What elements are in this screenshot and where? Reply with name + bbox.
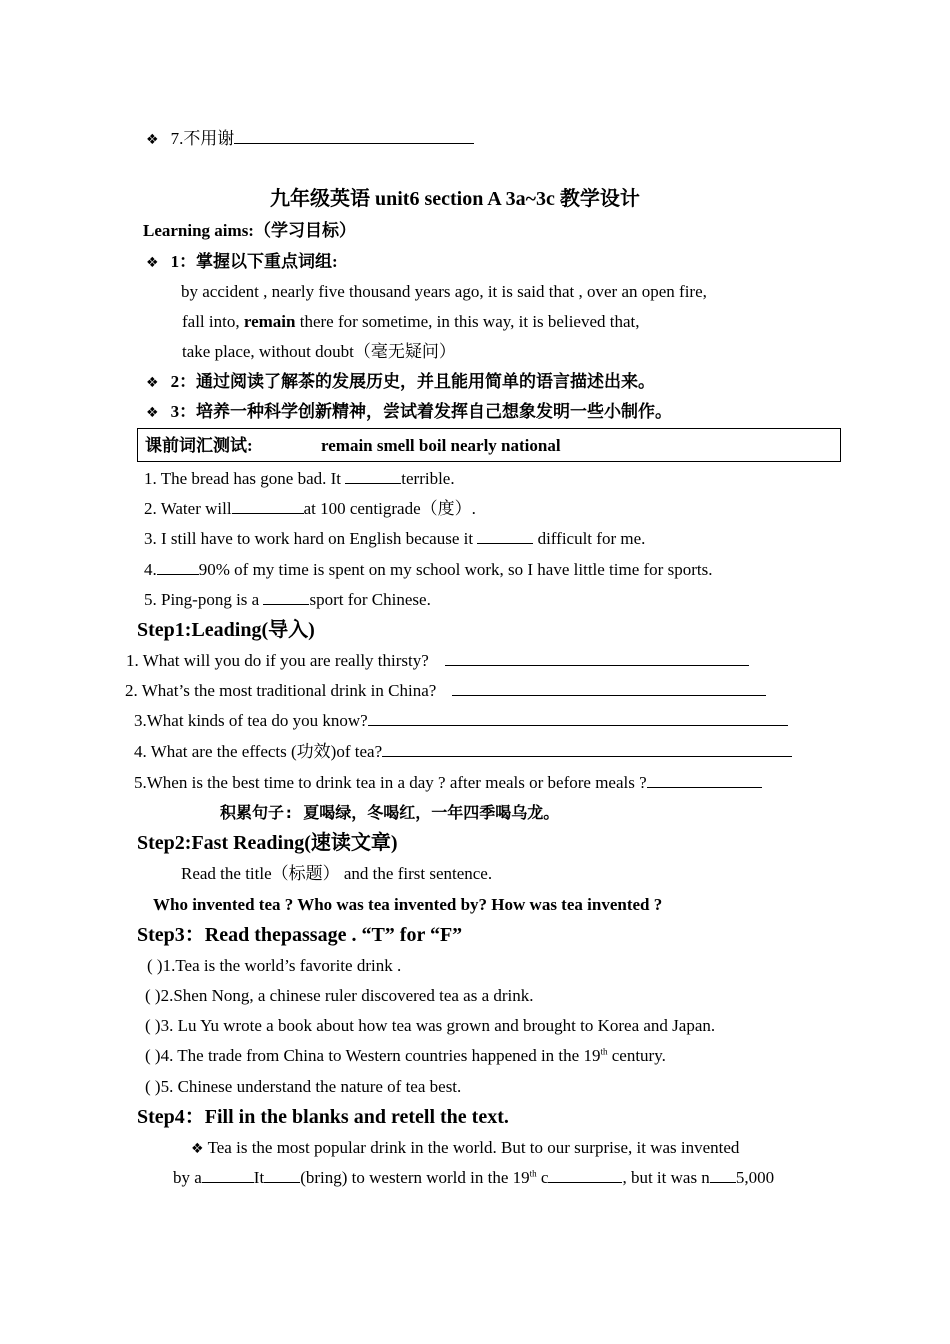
step4-p2-text: It: [253, 1168, 265, 1187]
step4-p2-text: by a: [173, 1168, 202, 1187]
diamond-bullet-icon: ❖: [146, 405, 159, 421]
vocab-q2: [144, 498, 476, 520]
answer-blank[interactable]: [157, 559, 199, 575]
answer-blank[interactable]: [647, 772, 762, 788]
phrases-line-2: [182, 311, 640, 333]
step3-statement-4: [145, 1045, 666, 1067]
superscript: th: [529, 1168, 537, 1179]
step1-q2: [125, 680, 766, 702]
step1-q5-text: 5.When is the best time to drink tea in a day ? after meals or before meals ?: [134, 773, 647, 792]
vocab-q2-text: 2. Water will: [144, 499, 232, 518]
step1-q1: [126, 650, 749, 672]
step2-questions: Who invented tea ? Who was tea invented by? How was tea invented ?: [153, 895, 663, 914]
vocab-q5-text: 5. Ping-pong is a: [144, 590, 264, 609]
step3-statement-1: ( )1.Tea is the world’s favorite drink .: [147, 956, 402, 975]
step4-p2-text: 5,000: [735, 1168, 775, 1187]
answer-blank[interactable]: [548, 1167, 622, 1183]
vocab-words: remain smell boil nearly national: [321, 436, 561, 455]
vocab-q4-text: 4.: [144, 560, 157, 579]
aim-1-text: 1：掌握以下重点词组:: [170, 252, 338, 271]
vocab-q1: [144, 468, 455, 490]
answer-blank[interactable]: [202, 1167, 254, 1183]
step4-paragraph-line-1: [191, 1137, 739, 1160]
superscript: th: [600, 1046, 608, 1057]
vocab-q5-end: sport for Chinese.: [309, 590, 431, 609]
answer-blank[interactable]: [234, 128, 474, 144]
vocab-q1-text: 1. The bread has gone bad. It: [144, 469, 346, 488]
diamond-bullet-icon: ❖: [146, 375, 159, 391]
phrases-line-3: take place, without doubt（毫无疑问）: [182, 342, 456, 361]
step1-q4-text: 4. What are the effects (功效)of tea?: [134, 742, 383, 761]
answer-blank[interactable]: [232, 498, 304, 514]
item-7-text: 7.不用谢: [170, 129, 235, 148]
vocab-q4: [144, 559, 712, 581]
step4-heading: Step4：Fill in the blanks and retell the text.: [137, 1106, 509, 1128]
aim-1: [146, 251, 338, 274]
step4-p1-text: Tea is the most popular drink in the world. But to our surprise, it was invented: [207, 1138, 740, 1157]
aim-3-text: 3：培养一种科学创新精神，尝试着发挥自己想象发明一些小制作。: [170, 402, 673, 421]
vocab-q3-text: 3. I still have to work hard on English because it: [144, 529, 478, 548]
step4-p2-text: c: [536, 1168, 549, 1187]
answer-blank[interactable]: [477, 528, 533, 544]
diamond-bullet-icon: ❖: [146, 255, 159, 271]
step3-statement-2: ( )2.Shen Nong, a chinese ruler discovered tea as a drink.: [145, 986, 534, 1005]
step4-p2-text: , but it was n: [622, 1168, 710, 1187]
step1-q2-text: 2. What’s the most traditional drink in China?: [125, 681, 437, 700]
aim-2-text: 2：通过阅读了解茶的发展历史，并且能用简单的语言描述出来。: [170, 372, 656, 391]
step3-statement-4-end: century.: [607, 1046, 666, 1065]
answer-blank[interactable]: [382, 741, 792, 757]
step1-q1-text: 1. What will you do if you are really thirsty?: [126, 651, 429, 670]
step3-statement-4-text: ( )4. The trade from China to Western countries happened in the 19: [145, 1046, 601, 1065]
vocab-q3: [144, 528, 645, 550]
aims-heading: Learning aims:（学习目标）: [143, 221, 356, 240]
phrases-line-2-post: there for sometime, in this way, it is believed that,: [295, 312, 640, 331]
step3-statement-5: ( )5. Chinese understand the nature of tea best.: [145, 1077, 462, 1096]
phrases-line-2-bold: remain: [243, 312, 296, 331]
vocab-q1-end: terrible.: [401, 469, 455, 488]
step1-q4: [134, 741, 792, 763]
phrases-line-2-pre: fall into,: [182, 312, 244, 331]
step1-q3-text: 3.What kinds of tea do you know?: [134, 711, 368, 730]
vocab-label: 课前词汇测试:: [145, 436, 253, 455]
step4-p2-text: (bring) to western world in the 19: [300, 1168, 530, 1187]
answer-blank[interactable]: [710, 1167, 736, 1183]
phrases-line-1: by accident , nearly five thousand years ago, it is said that , over an open fire,: [181, 282, 707, 301]
answer-blank[interactable]: [452, 680, 766, 696]
vocab-q4-end: 90% of my time is spent on my school work, so I have little time for sports.: [198, 560, 713, 579]
vocab-q3-end: difficult for me.: [533, 529, 646, 548]
answer-blank[interactable]: [445, 650, 749, 666]
item-7: [146, 128, 474, 151]
vocab-q2-end: at 100 centigrade（度）.: [303, 499, 476, 518]
step4-paragraph-line-2: [173, 1167, 774, 1189]
vocab-q5: [144, 589, 431, 611]
answer-blank[interactable]: [345, 468, 401, 484]
step2-heading: Step2:Fast Reading(速读文章): [137, 832, 398, 854]
diamond-bullet-icon: ❖: [191, 1141, 204, 1157]
step1-saying: 积累句子: 夏喝绿，冬喝红，一年四季喝乌龙。: [220, 803, 560, 822]
answer-blank[interactable]: [264, 1167, 300, 1183]
step1-q3: [134, 710, 788, 732]
step1-q5: [134, 772, 762, 794]
answer-blank[interactable]: [368, 710, 788, 726]
aim-3: [146, 401, 672, 424]
step2-instruction: Read the title（标题） and the first sentence.: [181, 864, 493, 883]
answer-blank[interactable]: [263, 589, 309, 605]
page-title: 九年级英语 unit6 section A 3a~3c 教学设计: [270, 188, 640, 210]
aim-2: [146, 371, 655, 394]
diamond-bullet-icon: ❖: [146, 132, 159, 148]
step3-statement-3: ( )3. Lu Yu wrote a book about how tea was grown and brought to Korea and Japan.: [145, 1016, 716, 1035]
step3-heading: Step3：Read thepassage . “T” for “F”: [137, 924, 463, 946]
step1-heading: Step1:Leading(导入): [137, 619, 315, 641]
